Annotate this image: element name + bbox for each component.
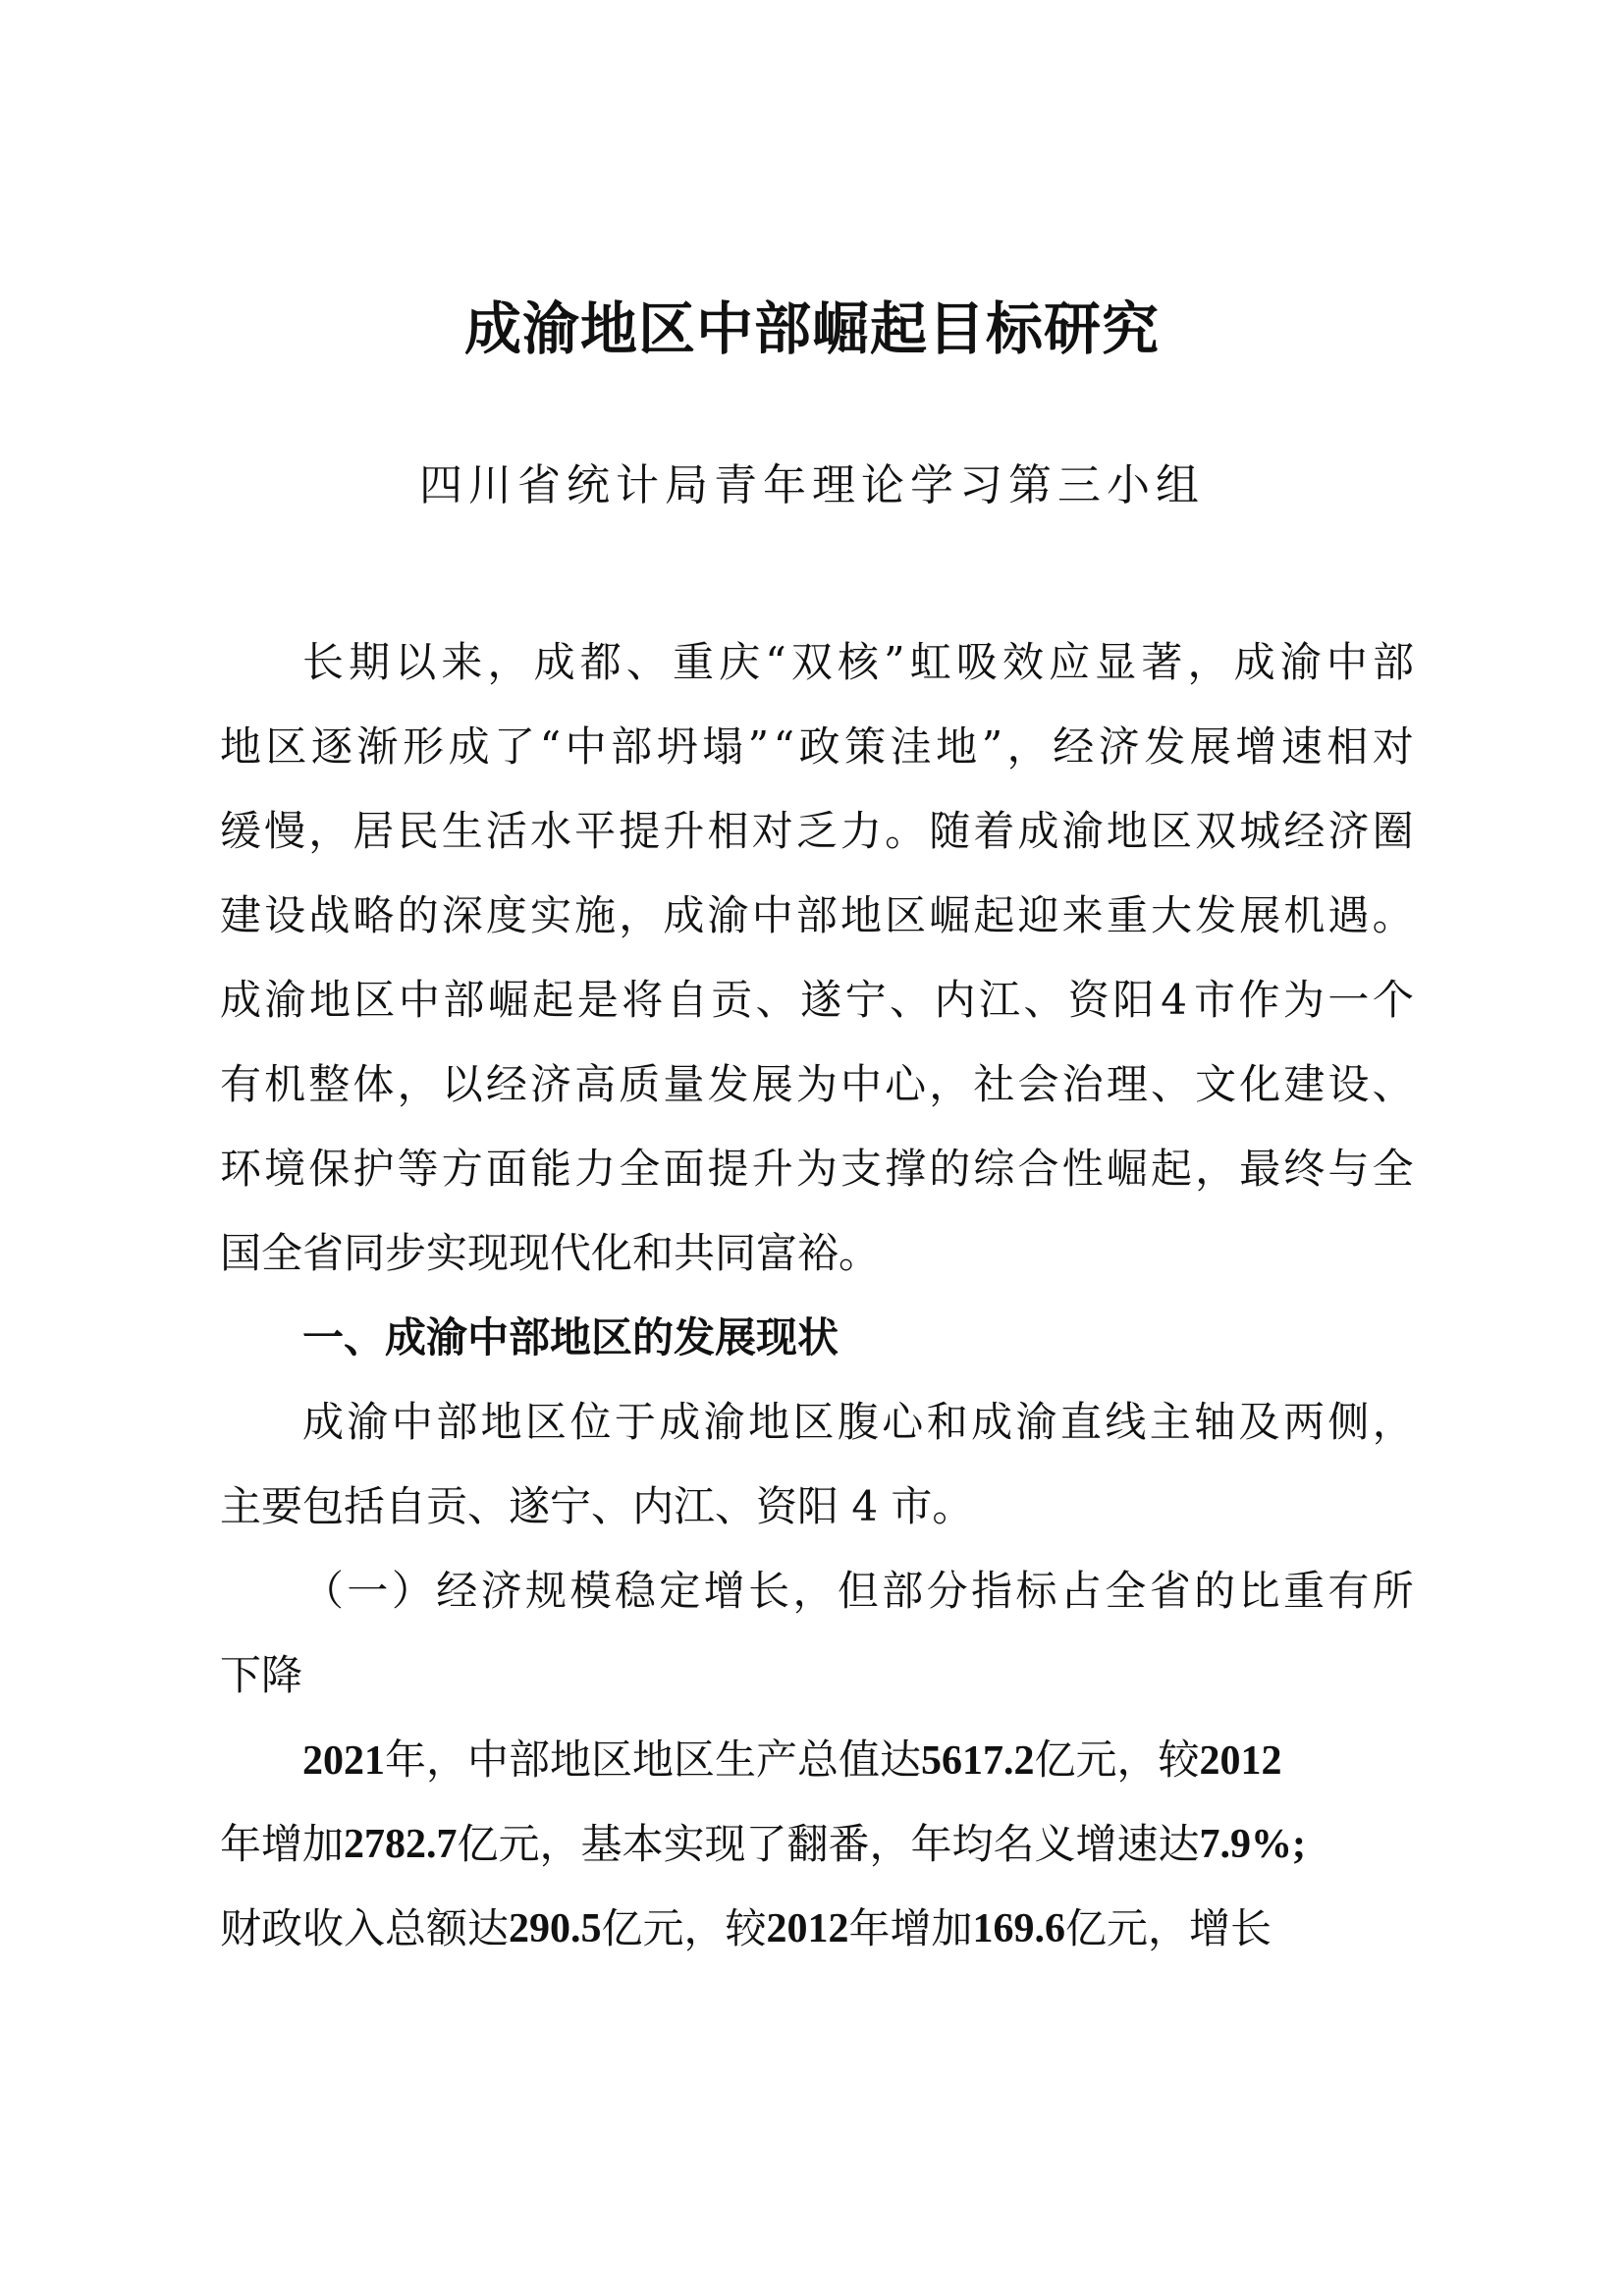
paragraph-line [220,1887,1414,1971]
text-run: 年，中部地区地区生产总值达 [385,1735,922,1784]
text-run: 亿元，基本实现了翻番，年均名义增速达 [457,1820,1200,1868]
document-author: 四川省统计局青年理论学习第三小组 [419,460,1205,510]
paragraph-line: 环 境 保 护 等 方 面 能 力 全 面 提 升 为 支 撑 的 综 合 性 崛 起 ， 最 终 与 全 [220,1145,1414,1193]
gdp-value: 5617.2 [921,1737,1035,1784]
subsection-heading: （ 一 ） 经 济 规 模 稳 定 增 长 ， 但 部 分 指 标 占 全 省 的 比 重 有 所 [302,1567,1414,1615]
text-run: 财政收入总额达 [220,1904,510,1952]
paragraph-line: 成 渝 地 区 中 部 崛 起 是 将 自 贡 、 遂 宁 、 内 江 、 资 阳 4 市 作 为 一 个 [220,976,1414,1024]
paragraph-line: 主要包括自贡、遂宁、内江、资阳 4 市。 [220,1482,974,1530]
paragraph-line [220,1718,1414,1802]
paragraph-line [220,1802,1414,1887]
year-value: 2012 [1199,1737,1282,1784]
paragraph-line: 有 机 整 体 ， 以 经 济 高 质 量 发 展 为 中 心 ， 社 会 治 理 、 文 化 建 设 、 [220,1060,1414,1108]
text-run: 亿元，增长 [1065,1904,1272,1952]
paragraph-line: 长 期 以 来 ， 成 都 、 重 庆 “ 双 核 ” 虹 吸 效 应 显 著 ， 成 渝 中 部 [302,638,1414,686]
document-body [220,620,1414,1971]
paragraph-line: 缓 慢 ， 居 民 生 活 水 平 提 升 相 对 乏 力 。 随 着 成 渝 地 区 双 城 经 济 圈 [220,807,1414,855]
section-heading: 一、成渝中部地区的发展现状 [302,1313,839,1362]
fiscal-revenue-value: 290.5 [509,1906,602,1951]
growth-rate-value: 7.9% [1199,1822,1293,1867]
text-run: 亿元，较 [1034,1735,1200,1784]
paragraph-line: 地 区 逐 渐 形 成 了 “ 中 部 坍 塌 ” “ 政 策 洼 地 ” ， 经 济 发 展 增 速 相 对 [220,722,1414,771]
year-value: 2012 [766,1906,849,1951]
paragraph-line: 国全省同步实现现代化和共同富裕。 [220,1229,881,1277]
paragraph-line-text [302,1718,1282,1802]
subsection-heading-continued: 下降 [220,1651,303,1699]
fiscal-increase-value: 169.6 [972,1906,1066,1951]
text-run: ; [1292,1822,1307,1867]
paragraph-line: 成 渝 中 部 地 区 位 于 成 渝 地 区 腹 心 和 成 渝 直 线 主 轴 及 两 侧 ， [302,1398,1414,1446]
text-run: 年增加 [848,1904,973,1952]
text-run: 年增加 [220,1820,345,1868]
text-run: 亿元，较 [601,1904,767,1952]
increase-value: 2782.7 [344,1822,458,1867]
paragraph-line: 建 设 战 略 的 深 度 实 施 ， 成 渝 中 部 地 区 崛 起 迎 来 重 大 发 展 机 遇 。 [220,891,1414,939]
year-value: 2021 [302,1737,385,1784]
document-title: 成渝地区中部崛起目标研究 [463,295,1160,362]
